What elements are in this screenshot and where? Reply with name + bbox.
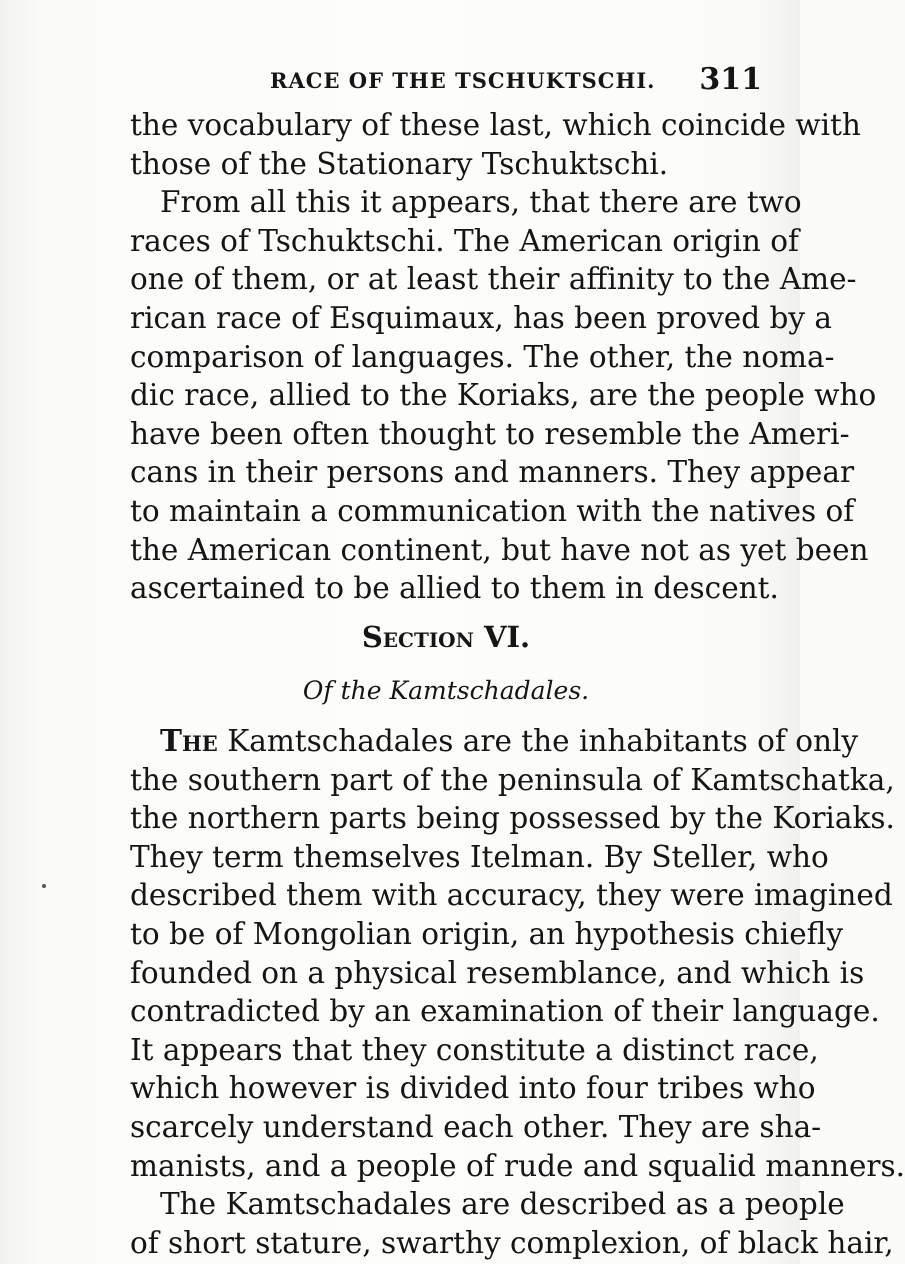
text-line: ascertained to be allied to them in descent.	[130, 571, 779, 606]
text-line: cans in their persons and manners. They appear	[130, 455, 855, 490]
text-line: the American continent, but have not as yet been	[130, 532, 869, 567]
text-line: have been often thought to resemble the Ameri-	[130, 416, 850, 451]
text-line: founded on a physical resemblance, and which is	[130, 955, 865, 990]
text-line: They term themselves Itelman. By Steller, who	[130, 839, 829, 874]
text-line: those of the Stationary Tschuktschi.	[130, 146, 669, 181]
text-line: to maintain a communication with the natives of	[130, 493, 855, 528]
text-line: From all this it appears, that there are two	[160, 185, 802, 220]
page-header	[130, 62, 762, 102]
text-line: comparison of languages. The other, the noma-	[130, 339, 835, 374]
text-line: described them with accuracy, they were imagined	[130, 878, 893, 913]
text-line: The Kamtschadales are described as a people	[160, 1187, 845, 1222]
text-line: contradicted by an examination of their language.	[130, 994, 880, 1029]
text-line: dic race, allied to the Koriaks, are the people who	[130, 378, 877, 413]
text-line: which however is divided into four tribes who	[130, 1071, 816, 1106]
body-text-bottom	[130, 722, 905, 1262]
first-word: The	[160, 723, 218, 758]
text-line: It appears that they constitute a distinct race,	[130, 1032, 819, 1067]
page-number: 311	[699, 62, 762, 97]
text-line	[130, 722, 859, 761]
body-text-top	[130, 106, 877, 608]
text-line: the southern part of the peninsula of Kamtschatka,	[130, 762, 895, 797]
first-line-rest: Kamtschadales are the inhabitants of only	[217, 724, 859, 758]
section-subheading: Of the Kamtschadales.	[302, 676, 590, 705]
section-heading: Section VI.	[361, 620, 531, 654]
text-line: the northern parts being possessed by the Koriaks.	[130, 801, 895, 836]
text-line: one of them, or at least their affinity to the Ame-	[130, 262, 857, 297]
text-line: of short stature, swarthy complexion, of black hair,	[130, 1225, 894, 1260]
text-line: manists, and a people of rude and squalid manners.	[130, 1148, 905, 1183]
text-line: the vocabulary of these last, which coincide with	[130, 108, 861, 142]
running-head: RACE OF THE TSCHUKTSCHI.	[270, 68, 656, 93]
text-line: to be of Mongolian origin, an hypothesis chiefly	[130, 916, 844, 951]
text-line: rican race of Esquimaux, has been proved by a	[130, 300, 832, 335]
print-speck	[42, 884, 46, 888]
text-line: scarcely understand each other. They are sha-	[130, 1109, 822, 1144]
text-line: races of Tschuktschi. The American origin of	[130, 223, 799, 258]
